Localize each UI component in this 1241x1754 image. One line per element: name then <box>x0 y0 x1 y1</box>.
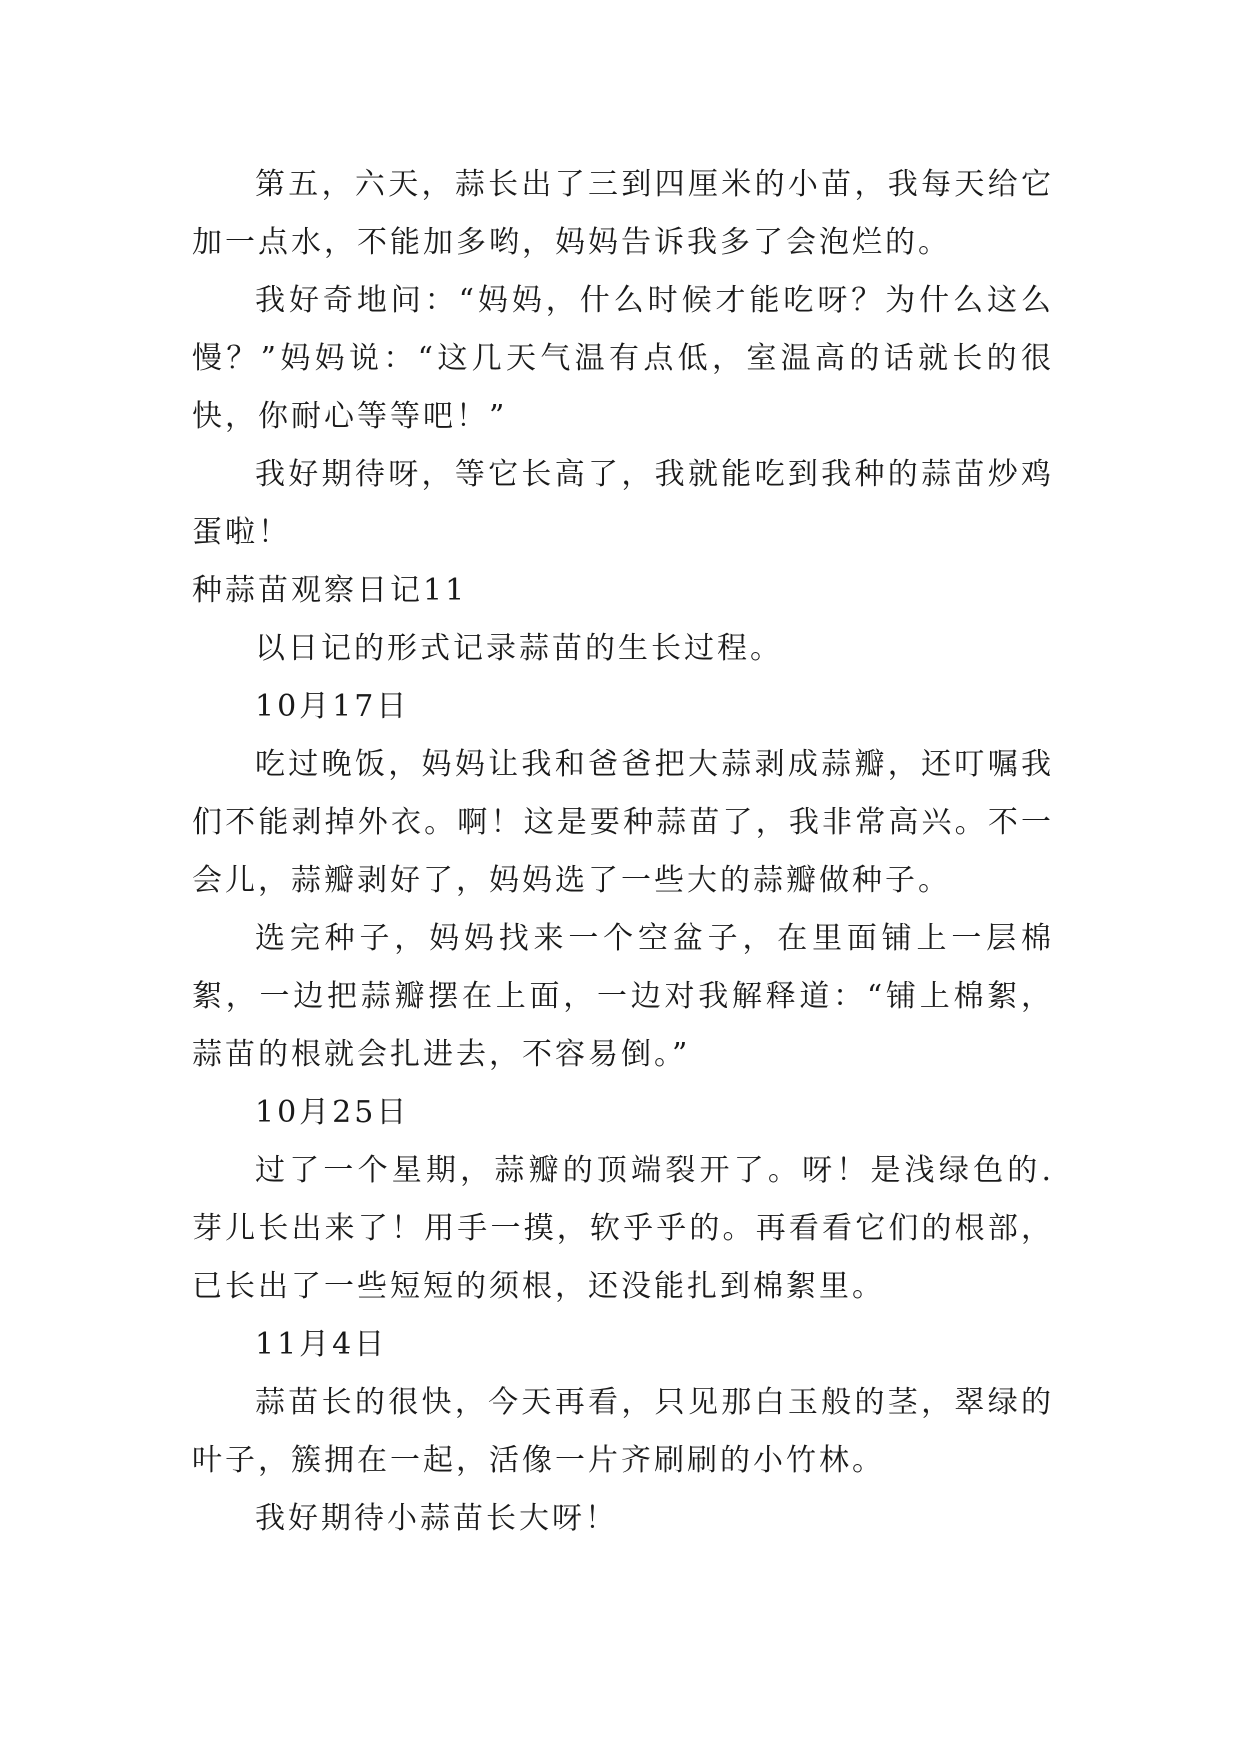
paragraph: 吃过晚饭，妈妈让我和爸爸把大蒜剥成蒜瓣，还叮嘱我们不能剥掉外衣。啊！这是要种蒜苗了，我非常高兴。不一会儿，蒜瓣剥好了，妈妈选了一些大的蒜瓣做种子。 <box>192 747 1054 898</box>
paragraph: 选完种子，妈妈找来一个空盆子，在里面铺上一层棉絮，一边把蒜瓣摆在上面，一边对我解释道：“铺上棉絮，蒜苗的根就会扎进去，不容易倒。” <box>192 921 1054 1072</box>
paragraph: 我好期待呀，等它长高了，我就能吃到我种的蒜苗炒鸡蛋啦！ <box>192 457 1054 550</box>
paragraph: 第五，六天，蒜长出了三到四厘米的小苗，我每天给它加一点水，不能加多哟，妈妈告诉我多了会泡烂的。 <box>192 167 1054 260</box>
paragraph: 以日记的形式记录蒜苗的生长过程。 <box>255 631 783 666</box>
diary-title: 种蒜苗观察日记11 <box>192 573 468 608</box>
paragraph: 我好奇地问：“妈妈，什么时候才能吃呀？为什么这么慢？”妈妈说：“这几天气温有点低，室温高的话就长的很快，你耐心等等吧！” <box>192 283 1054 434</box>
paragraph: 蒜苗长的很快，今天再看，只见那白玉般的茎，翠绿的叶子，簇拥在一起，活像一片齐刷刷的小竹林。 <box>192 1385 1054 1478</box>
paragraph: 我好期待小蒜苗长大呀！ <box>255 1501 618 1536</box>
document-body <box>192 156 1054 1548</box>
paragraph: 过了一个星期，蒜瓣的顶端裂开了。呀！是浅绿色的.芽儿长出来了！用手一摸，软乎乎的。再看看它们的根部，已长出了一些短短的须根，还没能扎到棉絮里。 <box>192 1153 1054 1304</box>
date-line: 11月4日 <box>255 1327 388 1362</box>
date-line: 10月17日 <box>255 689 410 724</box>
date-line: 10月25日 <box>255 1095 410 1130</box>
